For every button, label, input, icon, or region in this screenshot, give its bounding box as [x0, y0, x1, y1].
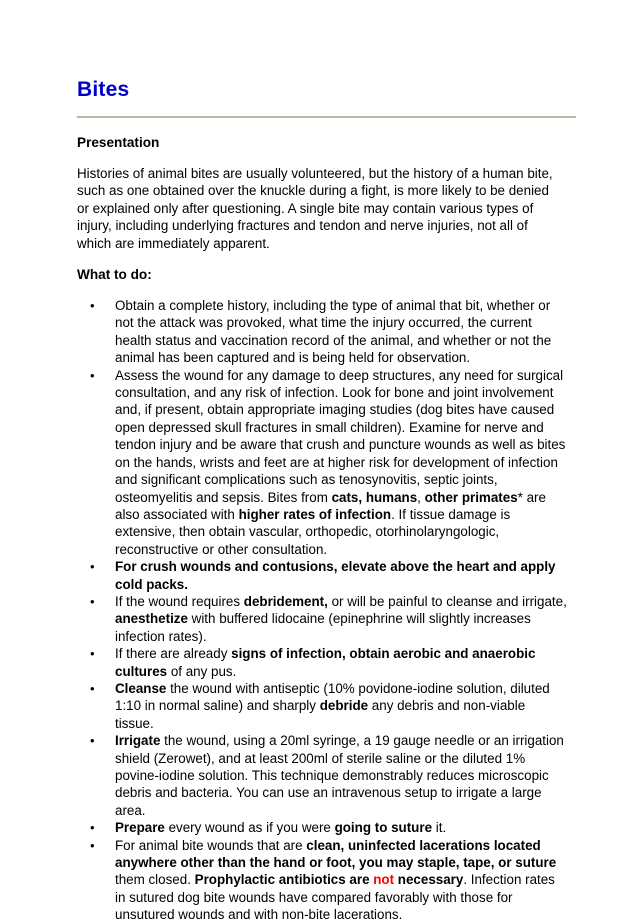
- item-text: Obtain a complete history, including the type of animal that bit, whether or not the attack was provoked, what time the injury occurred, the current health status and vaccination record of the animal, and whether or not the animal has been captured and is being held for observation.: [115, 298, 552, 366]
- list-item: [77, 837, 567, 924]
- list-item: [77, 732, 567, 819]
- bold-text: debridement,: [243, 593, 328, 609]
- list-item: [77, 558, 567, 593]
- presentation-paragraph: Histories of animal bites are usually volunteered, but the history of a human bite, such as one obtained over the knuckle during a fight, is more likely to be denied or explained only after questioning. A single bite may contain various types of injury, including underlying fractures and tendon and nerve injuries, not all of which are immediately apparent.: [77, 166, 553, 251]
- bold-text: necessary: [394, 872, 464, 888]
- list-item: [77, 645, 567, 680]
- page-title: Bites: [77, 78, 130, 101]
- list-item: [77, 593, 567, 645]
- item-text: the wound, using a 20ml syringe, a 19 gauge needle or an irrigation shield (Zerowet), and at least 200ml of sterile saline or the diluted 1% povine-iodine solution. This technique demonstrably reduces microscopic debris and bacteria. You can use an intravenous setup to irrigate a large area.: [115, 733, 564, 818]
- item-text: If the wound requires: [115, 593, 244, 609]
- item-text: * are also associated with: [115, 489, 546, 522]
- bullet-icon: •: [90, 593, 95, 609]
- document-page: [77, 78, 575, 924]
- list-item: [77, 819, 567, 836]
- item-text: If there are already: [115, 646, 232, 662]
- bullet-icon: •: [90, 367, 95, 383]
- bold-text: other primates: [424, 489, 518, 505]
- bold-text: debride: [319, 698, 369, 714]
- bold-text: For crush wounds and contusions, elevate above the heart and apply cold packs.: [115, 559, 556, 592]
- bullet-icon: •: [90, 680, 95, 696]
- bold-text: higher rates of infection: [238, 506, 392, 522]
- list-item: [77, 367, 567, 558]
- bold-text: anesthetize: [115, 611, 188, 627]
- bold-text: Irrigate: [115, 733, 161, 749]
- item-text: ,: [417, 489, 425, 505]
- item-text: with buffered lidocaine (epinephrine will slightly increases infection rates).: [115, 611, 531, 644]
- bold-text: Prepare: [115, 820, 165, 836]
- presentation-heading: Presentation: [77, 135, 160, 150]
- item-text: . Infection rates in sutured dog bite wounds have compared favorably with those for unsutured wounds and with non-bite lacerations.: [115, 872, 555, 923]
- item-text: them closed.: [115, 872, 195, 888]
- item-text: or will be painful to cleanse and irrigate,: [327, 593, 567, 609]
- item-text: For animal bite wounds that are: [115, 837, 307, 853]
- what-to-do-list: [77, 297, 575, 924]
- item-text: any debris and non-viable tissue.: [115, 698, 526, 731]
- item-text: . If tissue damage is extensive, then obtain vascular, orthopedic, otorhinolaryngologic, reconstructive or other consultation.: [115, 506, 511, 557]
- item-text: of any pus.: [167, 663, 237, 679]
- item-text: every wound as if you were: [164, 820, 335, 836]
- bullet-icon: •: [90, 733, 95, 749]
- bold-text: Cleanse: [115, 680, 167, 696]
- bullet-icon: •: [90, 559, 95, 575]
- emphasis-text: not: [373, 872, 395, 888]
- bold-text: clean, uninfected lacerations located anywhere other than the hand or foot, you may staple, tape, or suture: [115, 837, 557, 871]
- bullet-icon: •: [90, 837, 95, 853]
- bullet-icon: •: [90, 298, 95, 314]
- bold-text: Prophylactic antibiotics are: [194, 872, 374, 888]
- item-text: Assess the wound for any damage to deep structures, any need for surgical consultation, and any risk of infection. Look for bone and joint involvement and, if present, obtain appropriate imaging studies (dog bites have caused open depressed skull fractures in small children). Examine for nerve and tendon injury and be aware that crush and puncture wounds as well as bites on the hands, wrists and feet are at higher risk for development of infection and significant complications such as tenosynovitis, septic joints, osteomyelitis and sepsis. Bites from: [115, 367, 566, 505]
- bold-text: going to suture: [334, 820, 433, 836]
- bold-text: signs of infection, obtain aerobic and anaerobic cultures: [115, 646, 536, 679]
- bullet-icon: •: [90, 820, 95, 836]
- bullet-icon: •: [90, 646, 95, 662]
- list-item: [77, 297, 567, 367]
- bold-text: cats, humans: [331, 489, 418, 505]
- item-text: the wound with antiseptic (10% povidone-iodine solution, diluted 1:10 in normal saline) and sharply: [115, 680, 550, 714]
- what-to-do-heading: What to do:: [77, 267, 152, 283]
- item-text: it.: [432, 820, 447, 836]
- title-divider: [77, 116, 576, 118]
- list-item: [77, 680, 567, 732]
